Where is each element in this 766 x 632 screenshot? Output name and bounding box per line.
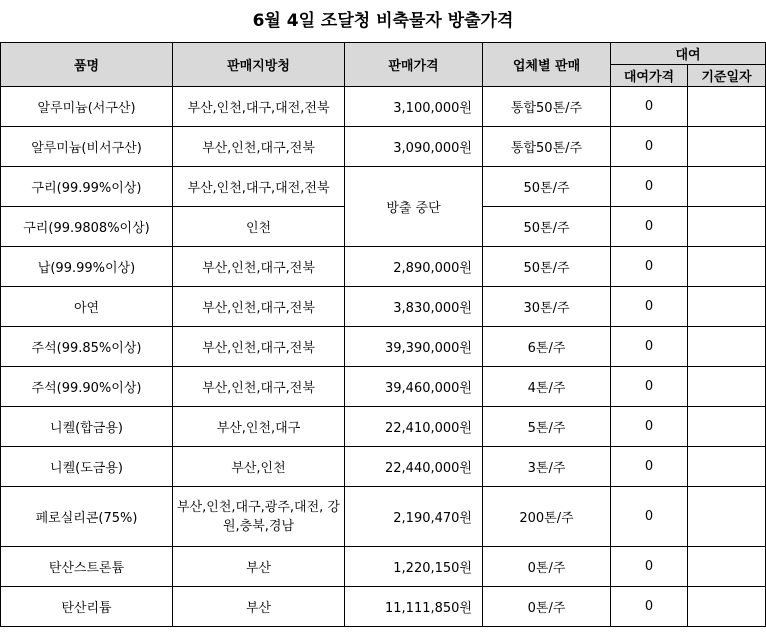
office-cell: 부산,인천,대구,전북	[173, 327, 345, 367]
office-cell: 부산,인천	[173, 447, 345, 487]
header-price: 판매가격	[345, 43, 483, 87]
table-row	[1, 87, 766, 127]
item-cell: 구리(99.9808%이상)	[1, 207, 173, 247]
base-date-cell	[688, 167, 766, 207]
sales-cell: 0톤/주	[483, 587, 611, 627]
table-row	[1, 327, 766, 367]
header-rental: 대여	[611, 43, 766, 65]
office-cell: 부산	[173, 547, 345, 587]
sales-cell: 통합50톤/주	[483, 87, 611, 127]
rental-price-cell: 0	[611, 547, 688, 587]
rental-price-cell: 0	[611, 367, 688, 407]
price-cell: 3,830,000원	[345, 287, 483, 327]
item-cell: 탄산스트론튬	[1, 547, 173, 587]
rental-price-cell: 0	[611, 167, 688, 207]
price-cell: 22,410,000원	[345, 407, 483, 447]
item-cell: 아연	[1, 287, 173, 327]
rental-price-cell: 0	[611, 407, 688, 447]
price-cell: 2,890,000원	[345, 247, 483, 287]
table-row	[1, 487, 766, 547]
rental-price-cell: 0	[611, 587, 688, 627]
base-date-cell	[688, 207, 766, 247]
item-cell: 구리(99.99%이상)	[1, 167, 173, 207]
item-cell: 니켈(도금용)	[1, 447, 173, 487]
rental-price-cell: 0	[611, 287, 688, 327]
office-cell: 부산,인천,대구,대전,전북	[173, 167, 345, 207]
price-cell: 3,100,000원	[345, 87, 483, 127]
base-date-cell	[688, 547, 766, 587]
office-cell: 부산,인천,대구	[173, 407, 345, 447]
sales-cell: 6톤/주	[483, 327, 611, 367]
table-row	[1, 547, 766, 587]
office-cell: 부산	[173, 587, 345, 627]
price-cell: 11,111,850원	[345, 587, 483, 627]
office-cell: 부산,인천,대구,전북	[173, 367, 345, 407]
rental-price-cell: 0	[611, 447, 688, 487]
rental-price-cell: 0	[611, 327, 688, 367]
base-date-cell	[688, 327, 766, 367]
rental-price-cell: 0	[611, 87, 688, 127]
office-cell: 부산,인천,대구,전북	[173, 127, 345, 167]
sales-cell: 4톤/주	[483, 367, 611, 407]
item-cell: 페로실리콘(75%)	[1, 487, 173, 547]
sales-cell: 50톤/주	[483, 167, 611, 207]
sales-cell: 200톤/주	[483, 487, 611, 547]
base-date-cell	[688, 487, 766, 547]
sales-cell: 5톤/주	[483, 407, 611, 447]
price-table	[0, 42, 766, 627]
office-cell: 부산,인천,대구,전북	[173, 247, 345, 287]
item-cell: 알루미늄(비서구산)	[1, 127, 173, 167]
table-row	[1, 587, 766, 627]
base-date-cell	[688, 587, 766, 627]
sales-cell: 0톤/주	[483, 547, 611, 587]
table-row	[1, 367, 766, 407]
base-date-cell	[688, 287, 766, 327]
price-cell: 39,460,000원	[345, 367, 483, 407]
office-cell: 부산,인천,대구,광주,대전, 강원,충북,경남	[173, 487, 345, 547]
page-title: 6월 4일 조달청 비축물자 방출가격	[252, 11, 514, 31]
table-row	[1, 287, 766, 327]
table-row	[1, 247, 766, 287]
item-cell: 탄산리튬	[1, 587, 173, 627]
header-base-date: 기준일자	[688, 65, 766, 87]
rental-price-cell: 0	[611, 247, 688, 287]
header-rental-price: 대여가격	[611, 65, 688, 87]
sales-cell: 50톤/주	[483, 207, 611, 247]
rental-price-cell: 0	[611, 127, 688, 167]
office-cell: 부산,인천,대구,대전,전북	[173, 87, 345, 127]
base-date-cell	[688, 247, 766, 287]
office-cell: 인천	[173, 207, 345, 247]
item-cell: 니켈(합금용)	[1, 407, 173, 447]
item-cell: 알루미늄(서구산)	[1, 87, 173, 127]
header-sales: 업체별 판매	[483, 43, 611, 87]
sales-cell: 3톤/주	[483, 447, 611, 487]
rental-price-cell: 0	[611, 487, 688, 547]
price-cell: 1,220,150원	[345, 547, 483, 587]
header-office: 판매지방청	[173, 43, 345, 87]
table-row	[1, 447, 766, 487]
price-cell: 39,390,000원	[345, 327, 483, 367]
sales-cell: 30톤/주	[483, 287, 611, 327]
item-cell: 주석(99.90%이상)	[1, 367, 173, 407]
rental-price-cell: 0	[611, 207, 688, 247]
office-cell: 부산,인천,대구,전북	[173, 287, 345, 327]
price-cell: 2,190,470원	[345, 487, 483, 547]
table-row	[1, 167, 766, 207]
sales-cell: 통합50톤/주	[483, 127, 611, 167]
base-date-cell	[688, 367, 766, 407]
header-item: 품명	[1, 43, 173, 87]
base-date-cell	[688, 127, 766, 167]
item-cell: 주석(99.85%이상)	[1, 327, 173, 367]
sales-cell: 50톤/주	[483, 247, 611, 287]
base-date-cell	[688, 447, 766, 487]
table-row	[1, 407, 766, 447]
table-row	[1, 127, 766, 167]
price-cell: 22,440,000원	[345, 447, 483, 487]
price-cell-merged: 방출 중단	[345, 167, 483, 247]
item-cell: 납(99.99%이상)	[1, 247, 173, 287]
base-date-cell	[688, 87, 766, 127]
price-cell: 3,090,000원	[345, 127, 483, 167]
base-date-cell	[688, 407, 766, 447]
